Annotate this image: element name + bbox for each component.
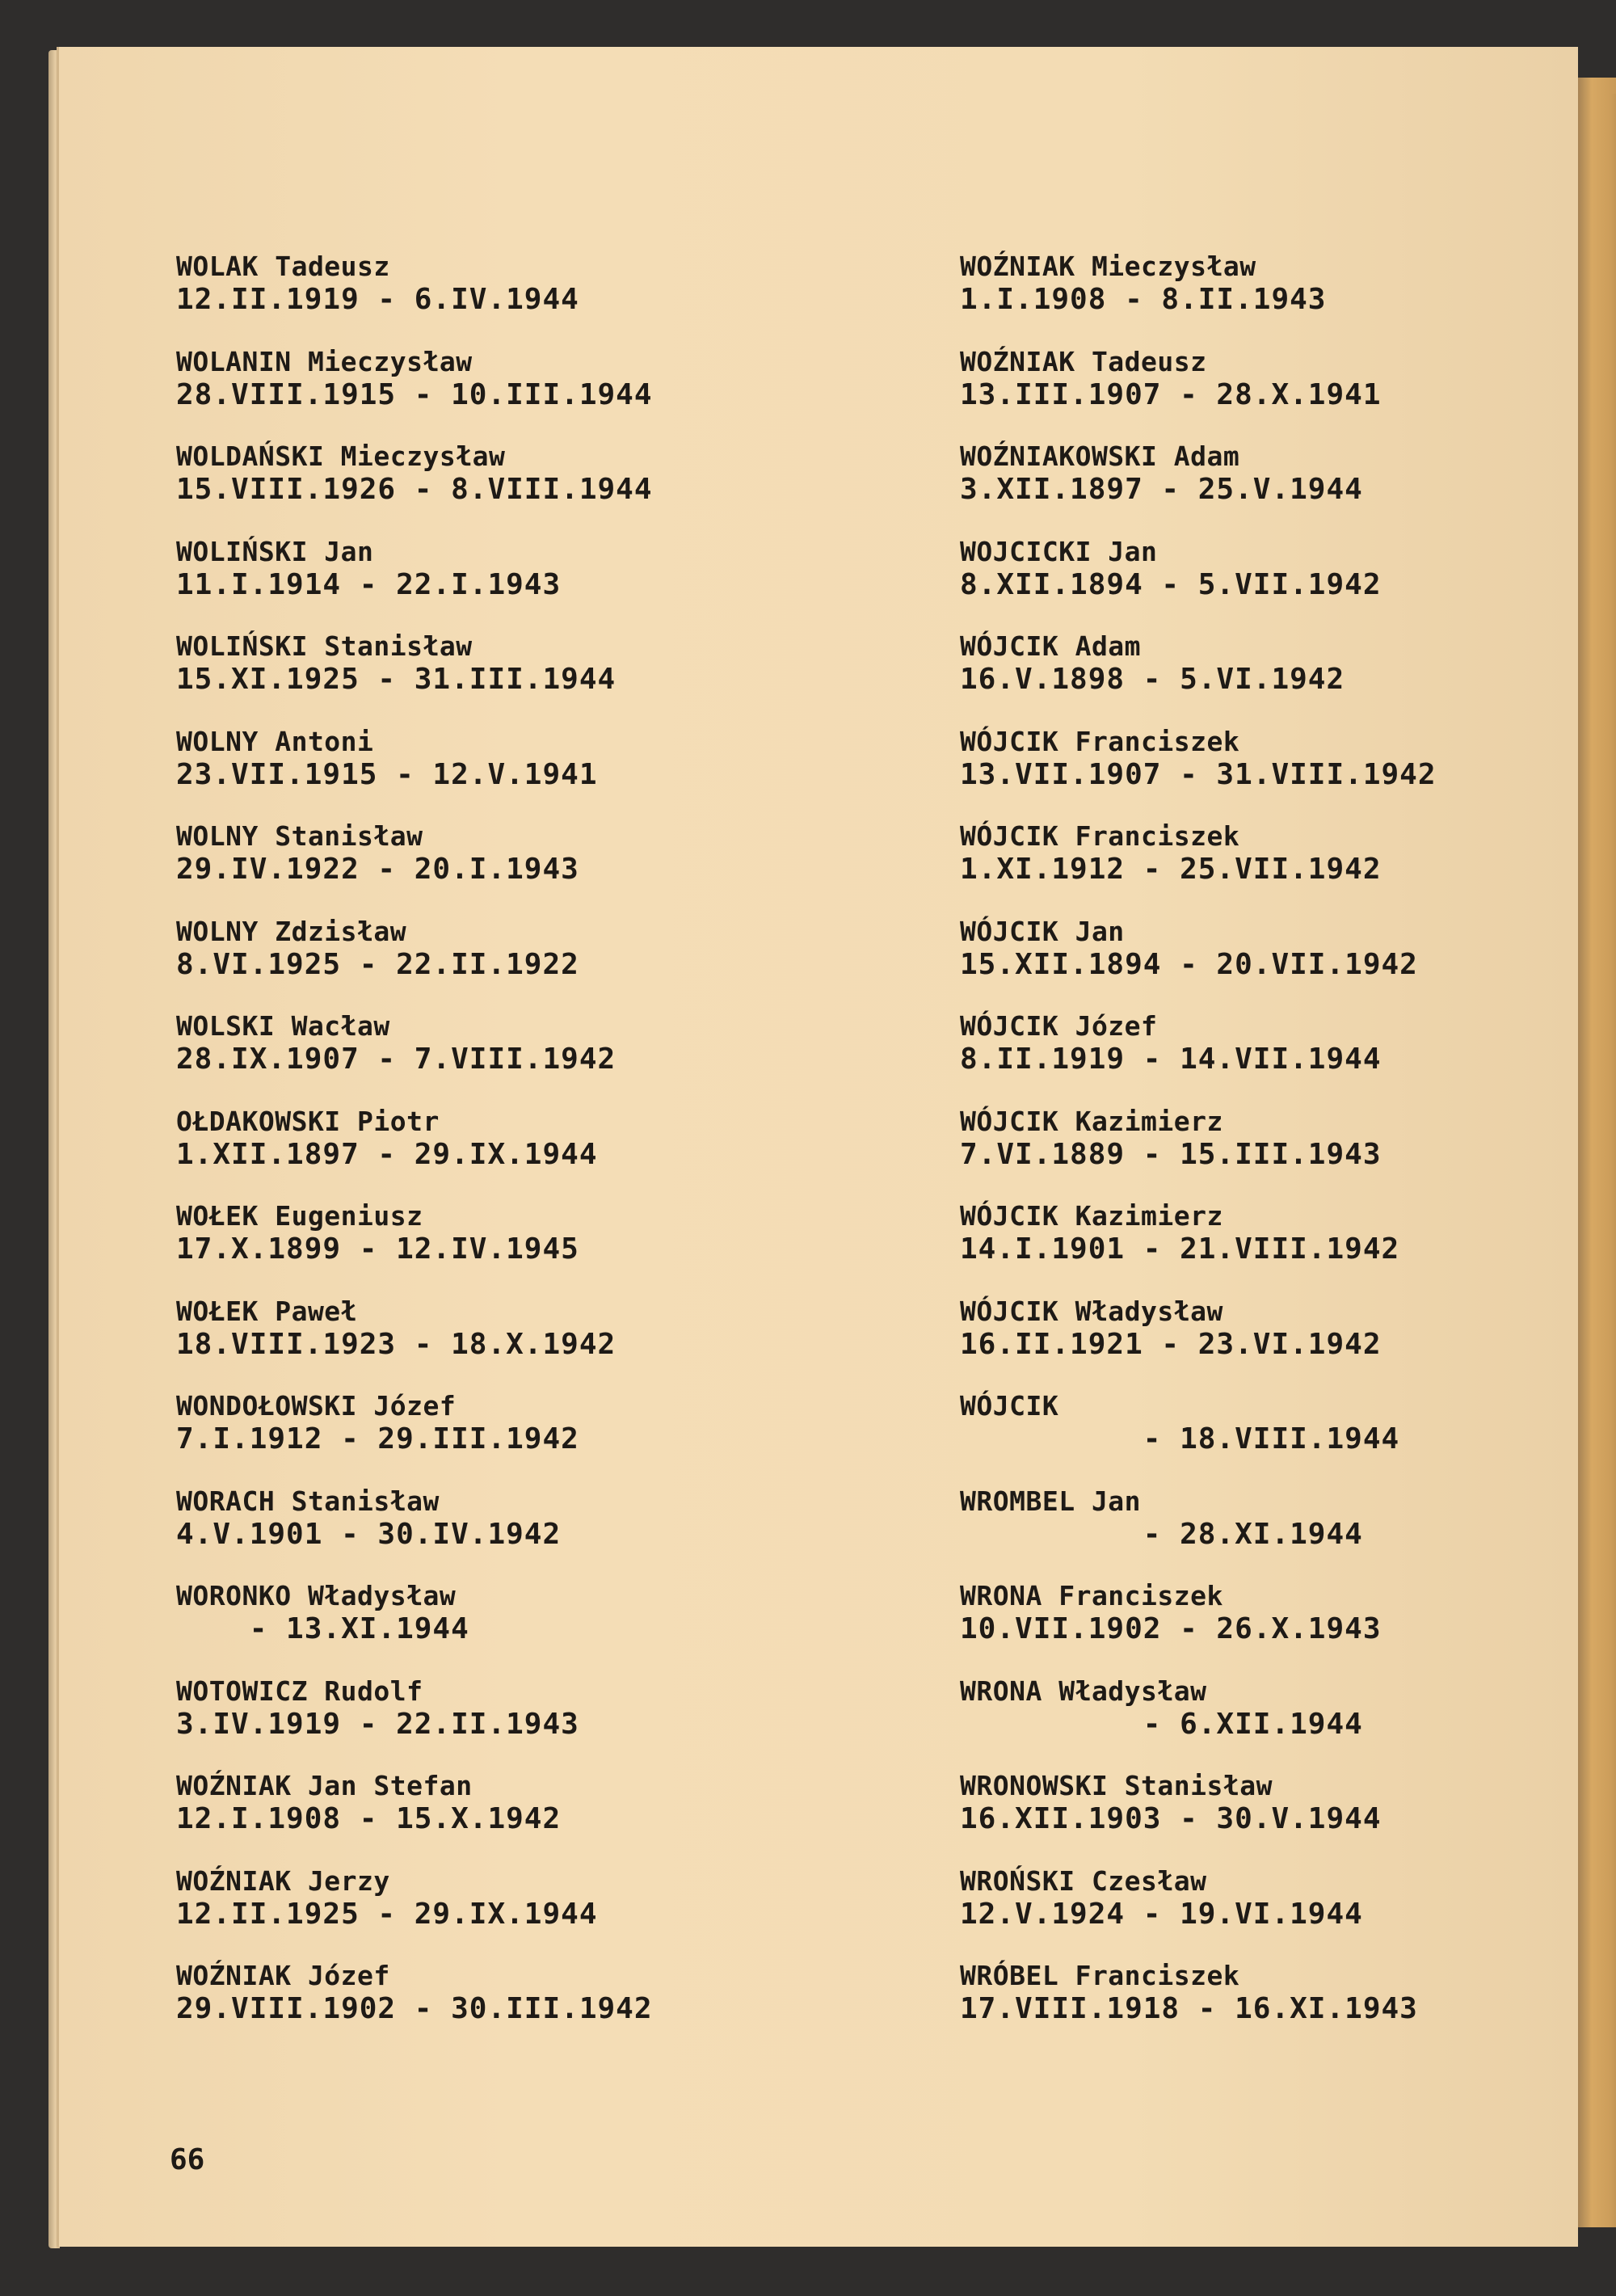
life-dates: 16.II.1921 - 23.VI.1942 xyxy=(960,1327,1382,1361)
person-name: WORACH Stanisław xyxy=(176,1485,440,1517)
person-name: WÓJCIK xyxy=(960,1390,1059,1422)
person-name: WOLDAŃSKI Mieczysław xyxy=(176,440,506,472)
person-name: WOLNY Zdzisław xyxy=(176,915,407,947)
person-name: WOŹNIAK Józef xyxy=(176,1960,390,1991)
list-item xyxy=(960,1675,1606,1771)
list-item xyxy=(176,1106,823,1201)
life-dates: 13.III.1907 - 28.X.1941 xyxy=(960,377,1382,411)
person-name: WONDOŁOWSKI Józef xyxy=(176,1390,457,1422)
life-dates: 7.VI.1889 - 15.III.1943 xyxy=(960,1137,1382,1171)
person-name: WRÓBEL Franciszek xyxy=(960,1960,1240,1991)
list-item xyxy=(960,1485,1606,1581)
person-name: WÓJCIK Józef xyxy=(960,1010,1158,1042)
person-name: WÓJCIK Kazimierz xyxy=(960,1200,1223,1232)
person-name: WOLIŃSKI Stanisław xyxy=(176,630,473,662)
life-dates: 15.XII.1894 - 20.VII.1942 xyxy=(960,947,1418,981)
person-name: WOŹNIAKOWSKI Adam xyxy=(960,440,1240,472)
life-dates: 8.VI.1925 - 22.II.1922 xyxy=(176,947,579,981)
list-item xyxy=(176,726,823,821)
life-dates: 14.I.1901 - 21.VIII.1942 xyxy=(960,1232,1400,1266)
person-name: WROŃSKI Czesław xyxy=(960,1864,1207,1897)
list-item xyxy=(960,346,1606,441)
list-item xyxy=(176,1200,823,1295)
life-dates: - 28.XI.1944 xyxy=(960,1517,1363,1551)
life-dates: 12.II.1925 - 29.IX.1944 xyxy=(176,1897,598,1931)
life-dates: 3.IV.1919 - 22.II.1943 xyxy=(176,1707,579,1741)
person-name: WÓJCIK Franciszek xyxy=(960,725,1240,757)
list-item xyxy=(960,440,1606,536)
list-item xyxy=(960,1960,1606,2055)
list-item xyxy=(176,1960,823,2055)
list-item xyxy=(960,1200,1606,1295)
person-name: WOLNY Stanisław xyxy=(176,820,423,852)
list-item xyxy=(960,916,1606,1011)
life-dates: 17.X.1899 - 12.IV.1945 xyxy=(176,1232,579,1266)
life-dates: 4.V.1901 - 30.IV.1942 xyxy=(176,1517,562,1551)
person-name: WÓJCIK Kazimierz xyxy=(960,1105,1223,1137)
person-name: WOŁEK Paweł xyxy=(176,1295,358,1327)
list-item xyxy=(960,251,1606,346)
person-name: WOŹNIAK Tadeusz xyxy=(960,345,1207,377)
life-dates: 29.VIII.1902 - 30.III.1942 xyxy=(176,1992,653,2025)
person-name: WÓJCIK Franciszek xyxy=(960,820,1240,852)
life-dates: 8.II.1919 - 14.VII.1944 xyxy=(960,1043,1382,1076)
person-name: WOŁEK Eugeniusz xyxy=(176,1200,423,1232)
person-name: WOLAK Tadeusz xyxy=(176,251,390,282)
life-dates: 28.VIII.1915 - 10.III.1944 xyxy=(176,377,653,411)
life-dates: 16.XII.1903 - 30.V.1944 xyxy=(960,1802,1382,1835)
life-dates: - 13.XI.1944 xyxy=(176,1612,469,1645)
list-item xyxy=(176,820,823,916)
list-item xyxy=(960,1295,1606,1391)
life-dates: 10.VII.1902 - 26.X.1943 xyxy=(960,1612,1382,1645)
life-dates: 23.VII.1915 - 12.V.1941 xyxy=(176,757,598,791)
list-item xyxy=(176,1770,823,1865)
life-dates: 11.I.1914 - 22.I.1943 xyxy=(176,567,562,601)
right-column xyxy=(960,251,1606,2055)
person-name: WRONA Franciszek xyxy=(960,1580,1223,1611)
life-dates: - 6.XII.1944 xyxy=(960,1707,1363,1741)
list-item xyxy=(176,1580,823,1675)
list-item xyxy=(960,1010,1606,1106)
list-item xyxy=(960,1865,1606,1961)
list-item xyxy=(960,1390,1606,1485)
life-dates: 28.IX.1907 - 7.VIII.1942 xyxy=(176,1043,617,1076)
list-item xyxy=(176,1390,823,1485)
list-item xyxy=(960,1106,1606,1201)
life-dates: 1.XII.1897 - 29.IX.1944 xyxy=(176,1137,598,1171)
list-item xyxy=(176,630,823,726)
life-dates: - 18.VIII.1944 xyxy=(960,1422,1400,1456)
life-dates: 29.IV.1922 - 20.I.1943 xyxy=(176,853,579,886)
list-item xyxy=(176,1295,823,1391)
person-name: WOLSKI Wacław xyxy=(176,1010,390,1042)
page-number: 66 xyxy=(170,2143,205,2176)
list-item xyxy=(176,440,823,536)
person-name: WOŹNIAK Jan Stefan xyxy=(176,1770,473,1801)
left-column xyxy=(176,251,823,2055)
list-item xyxy=(176,1010,823,1106)
person-name: WOLIŃSKI Jan xyxy=(176,535,374,567)
life-dates: 12.II.1919 - 6.IV.1944 xyxy=(176,283,579,316)
life-dates: 1.I.1908 - 8.II.1943 xyxy=(960,283,1327,316)
life-dates: 1.XI.1912 - 25.VII.1942 xyxy=(960,853,1382,886)
life-dates: 8.XII.1894 - 5.VII.1942 xyxy=(960,567,1382,601)
life-dates: 15.XI.1925 - 31.III.1944 xyxy=(176,663,617,696)
list-item xyxy=(960,726,1606,821)
list-item xyxy=(960,536,1606,631)
life-dates: 13.VII.1907 - 31.VIII.1942 xyxy=(960,757,1437,791)
list-item xyxy=(176,251,823,346)
spine-shadow xyxy=(1610,94,1616,2294)
list-item xyxy=(176,346,823,441)
life-dates: 17.VIII.1918 - 16.XI.1943 xyxy=(960,1992,1418,2025)
person-name: WÓJCIK Władysław xyxy=(960,1295,1223,1327)
life-dates: 3.XII.1897 - 25.V.1944 xyxy=(960,473,1363,506)
life-dates: 12.V.1924 - 19.VI.1944 xyxy=(960,1897,1363,1931)
person-name: WOŹNIAK Mieczysław xyxy=(960,251,1256,282)
person-name: WRONA Władysław xyxy=(960,1675,1207,1707)
list-item xyxy=(960,820,1606,916)
list-item xyxy=(960,630,1606,726)
person-name: WOLNY Antoni xyxy=(176,725,374,757)
person-name: WÓJCIK Jan xyxy=(960,915,1125,947)
person-name: WOŹNIAK Jerzy xyxy=(176,1864,390,1897)
list-item xyxy=(176,1865,823,1961)
life-dates: 12.I.1908 - 15.X.1942 xyxy=(176,1802,562,1835)
list-item xyxy=(960,1580,1606,1675)
list-item xyxy=(176,1485,823,1581)
person-name: WOTOWICZ Rudolf xyxy=(176,1675,423,1707)
person-name: WOLANIN Mieczysław xyxy=(176,345,473,377)
person-name: WROMBEL Jan xyxy=(960,1485,1142,1517)
life-dates: 7.I.1912 - 29.III.1942 xyxy=(176,1422,579,1456)
person-name: WOJCICKI Jan xyxy=(960,535,1158,567)
person-name: OŁDAKOWSKI Piotr xyxy=(176,1105,440,1137)
life-dates: 15.VIII.1926 - 8.VIII.1944 xyxy=(176,473,653,506)
person-name: WRONOWSKI Stanisław xyxy=(960,1770,1273,1801)
life-dates: 16.V.1898 - 5.VI.1942 xyxy=(960,663,1345,696)
list-item xyxy=(176,1675,823,1771)
person-name: WÓJCIK Adam xyxy=(960,630,1142,662)
person-name: WORONKO Władysław xyxy=(176,1580,457,1611)
list-item xyxy=(176,916,823,1011)
list-item xyxy=(960,1770,1606,1865)
list-item xyxy=(176,536,823,631)
life-dates: 18.VIII.1923 - 18.X.1942 xyxy=(176,1327,617,1361)
